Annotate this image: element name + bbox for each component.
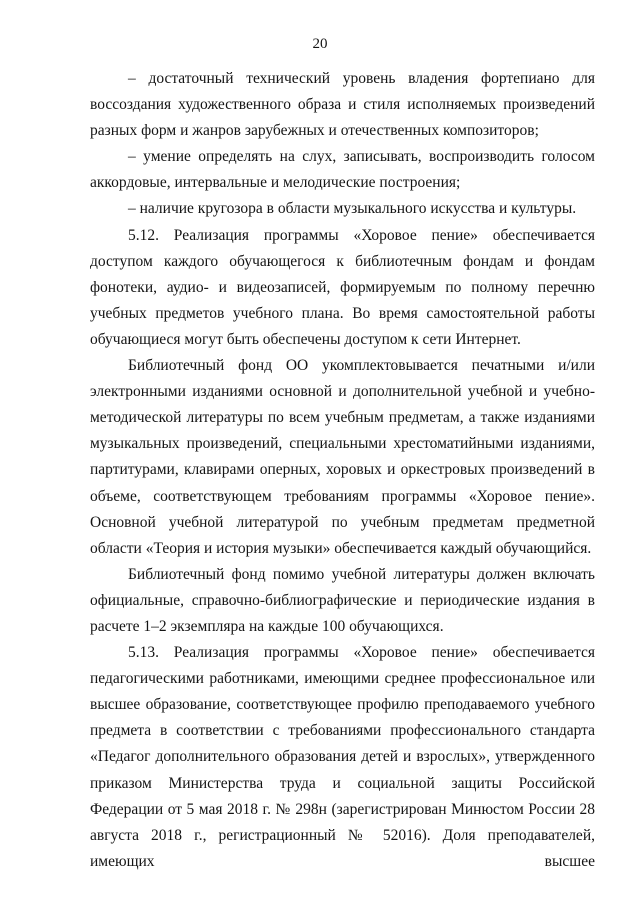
paragraph-library-periodicals: Библиотечный фонд помимо учебной литературы должен включать официальные, справочно-библиографические и периодические издания в расчете 1–2 экземпляра на каждые 100 обучающихся. [90, 565, 595, 635]
paragraph-ear-skills: – умение определять на слух, записывать, воспроизводить голосом аккордовые, интервальные и мелодические построения; [90, 148, 595, 192]
paragraph-outlook: – наличие кругозора в области музыкального искусства и культуры. [128, 200, 577, 218]
paragraph-piano-skills: – достаточный технический уровень владения фортепиано для воссоздания художественного образа и стиля исполняемых произведений разных форм и жанров зарубежных и отечественных композиторов; [90, 70, 595, 140]
document-body [90, 66, 595, 875]
page-number: 20 [312, 36, 328, 52]
paragraph-5-12-library-access: 5.12. Реализация программы «Хоровое пение» обеспечивается доступом каждого обучающегося к библиотечным фондам и фондам фонотеки, аудио- и видеозаписей, формируемым по полному перечню учебных предметов учебного плана. Во время самостоятельной работы обучающиеся могут быть обеспечены доступом к сети Интернет. [90, 226, 595, 348]
paragraph-library-fund: Библиотечный фонд ОО укомплектовывается печатными и/или электронными изданиями основной и дополнительной учебной и учебно-методической литературы по всем учебным предметам, а также изданиями музыкальных произведений, специальными хрестоматийными изданиями, партитурами, клавирами оперных, хоровых и оркестровых произведений в объеме, соответствующем требованиям программы «Хоровое пение». Основной учебной литературой по учебным предметам предметной области «Теория и история музыки» обеспечивается каждый обучающийся. [90, 357, 595, 557]
paragraph-5-13-staffing: 5.13. Реализация программы «Хоровое пение» обеспечивается педагогическими работниками, имеющими среднее профессиональное или высшее образование, соответствующее профилю преподаваемого учебного предмета в соответствии с требованиями профессионального стандарта «Педагог дополнительного образования детей и взрослых», утвержденного приказом Министерства труда и социальной защиты Российской Федерации от 5 мая 2018 г. № 298н (зарегистрирован Минюстом России 28 августа 2018 г., регистрационный № 52016). Доля преподавателей, имеющих высшее [90, 644, 595, 870]
